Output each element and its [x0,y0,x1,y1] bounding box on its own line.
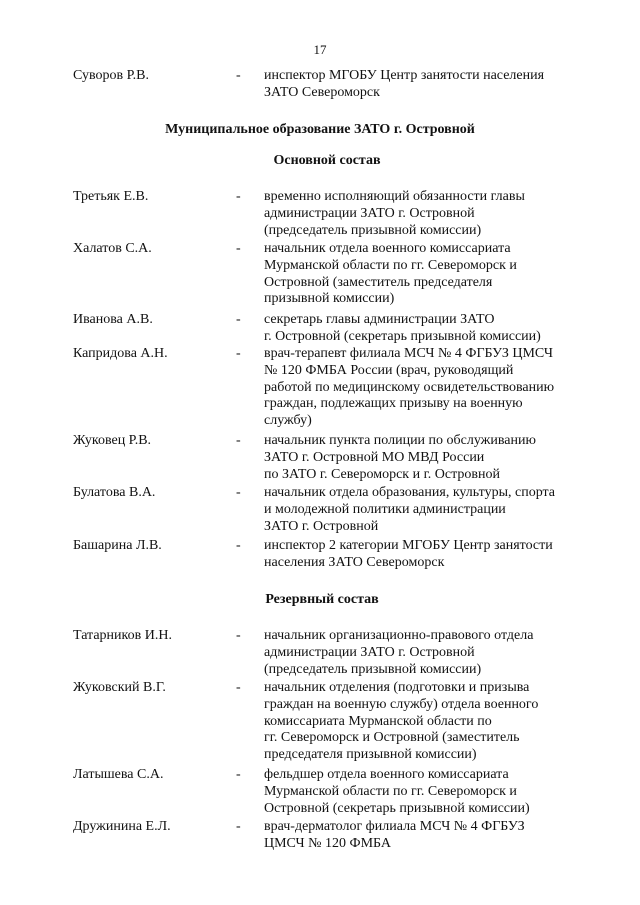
role-line: председателя призывной комиссии) [264,747,477,763]
separator-dash: - [236,767,241,782]
role-line: граждан, подлежащих призыву на военную [264,396,523,412]
page-number: 17 [313,42,327,57]
role-line: комиссариата Мурманской области по [264,713,492,729]
member-name: Жуковец Р.В. [73,433,152,448]
member-name: Дружинина Е.Л. [73,819,171,834]
role-line: секретарь главы администрации ЗАТО [264,312,495,327]
section-title: Муниципальное образование ЗАТО г. Островной [165,122,475,137]
separator-dash: - [236,312,241,327]
group-title-main: Основной состав [273,153,381,168]
member-role [264,241,599,308]
role-line: ЦМСЧ № 120 ФМБА [264,835,391,851]
role-line: Мурманской области по гг. Североморск и [264,257,517,273]
member-name: Капридова А.Н. [73,346,168,361]
member-role [264,189,599,239]
role-line: (председатель призывной комиссии) [264,661,482,677]
role-line: администрации ЗАТО г. Островной [264,644,475,660]
separator-dash: - [236,819,241,834]
separator-dash: - [236,433,241,448]
member-name: Башарина Л.В. [73,538,162,553]
role-line: граждан на военную службу) отдела военного [264,696,539,712]
role-line: начальник отделения (подготовки и призыва [264,680,530,695]
member-role [264,819,599,853]
member-role [264,538,599,572]
role-line: ЗАТО г. Островной [264,518,379,534]
role-line: по ЗАТО г. Североморск и г. Островной [264,466,500,482]
role-line: фельдшер отдела военного комиссариата [264,767,509,782]
member-role [264,312,599,346]
role-line: временно исполняющий обязанности главы [264,189,525,204]
separator-dash: - [236,680,241,695]
member-name: Булатова В.А. [73,485,156,500]
separator-dash: - [236,485,241,500]
role-line: начальник организационно-правового отдела [264,628,534,643]
separator-dash: - [236,241,241,256]
separator-dash: - [236,68,241,83]
member-name: Третьяк Е.В. [73,189,149,204]
separator-dash: - [236,346,241,361]
role-line: работой по медицинскому освидетельствованию [264,379,555,395]
role-line: службу) [264,413,312,429]
member-role [264,433,599,483]
role-line: ЗАТО Североморск [264,84,380,100]
role-line: Мурманской области по гг. Североморск и [264,783,517,799]
role-line: Островной (секретарь призывной комиссии) [264,800,530,816]
role-line: населения ЗАТО Североморск [264,554,445,570]
member-name: Жуковский В.Г. [73,680,166,695]
role-line: инспектор МГОБУ Центр занятости населения [264,68,545,83]
member-name: Суворов Р.В. [73,68,149,83]
separator-dash: - [236,628,241,643]
role-line: врач-дерматолог филиала МСЧ № 4 ФГБУЗ [264,819,525,834]
role-line: начальник отдела военного комиссариата [264,241,511,256]
member-role [264,68,599,102]
role-line: гг. Североморск и Островной (заместитель [264,730,520,746]
separator-dash: - [236,189,241,204]
role-line: ЗАТО г. Островной МО МВД России [264,449,485,465]
role-line: начальник отдела образования, культуры, спорта [264,485,556,500]
role-line: (председатель призывной комиссии) [264,222,482,238]
member-role [264,485,599,535]
member-role [264,680,599,764]
role-line: № 120 ФМБА России (врач, руководящий [264,362,514,378]
role-line: начальник пункта полиции по обслуживанию [264,433,536,448]
role-line: и молодежной политики администрации [264,501,506,517]
member-role [264,628,599,678]
member-name: Халатов С.А. [73,241,152,256]
group-title-reserve: Резервный состав [265,592,379,607]
member-name: Татарников И.Н. [73,628,172,643]
member-name: Латышева С.А. [73,767,164,782]
role-line: призывной комиссии) [264,291,395,307]
role-line: Островной (заместитель председателя [264,274,493,290]
role-line: инспектор 2 категории МГОБУ Центр занятости [264,538,553,553]
role-line: г. Островной (секретарь призывной комиссии) [264,328,541,344]
role-line: администрации ЗАТО г. Островной [264,205,475,221]
member-role [264,767,599,817]
member-role [264,346,599,430]
separator-dash: - [236,538,241,553]
role-line: врач-терапевт филиала МСЧ № 4 ФГБУЗ ЦМСЧ [264,346,553,361]
member-name: Иванова А.В. [73,312,153,327]
